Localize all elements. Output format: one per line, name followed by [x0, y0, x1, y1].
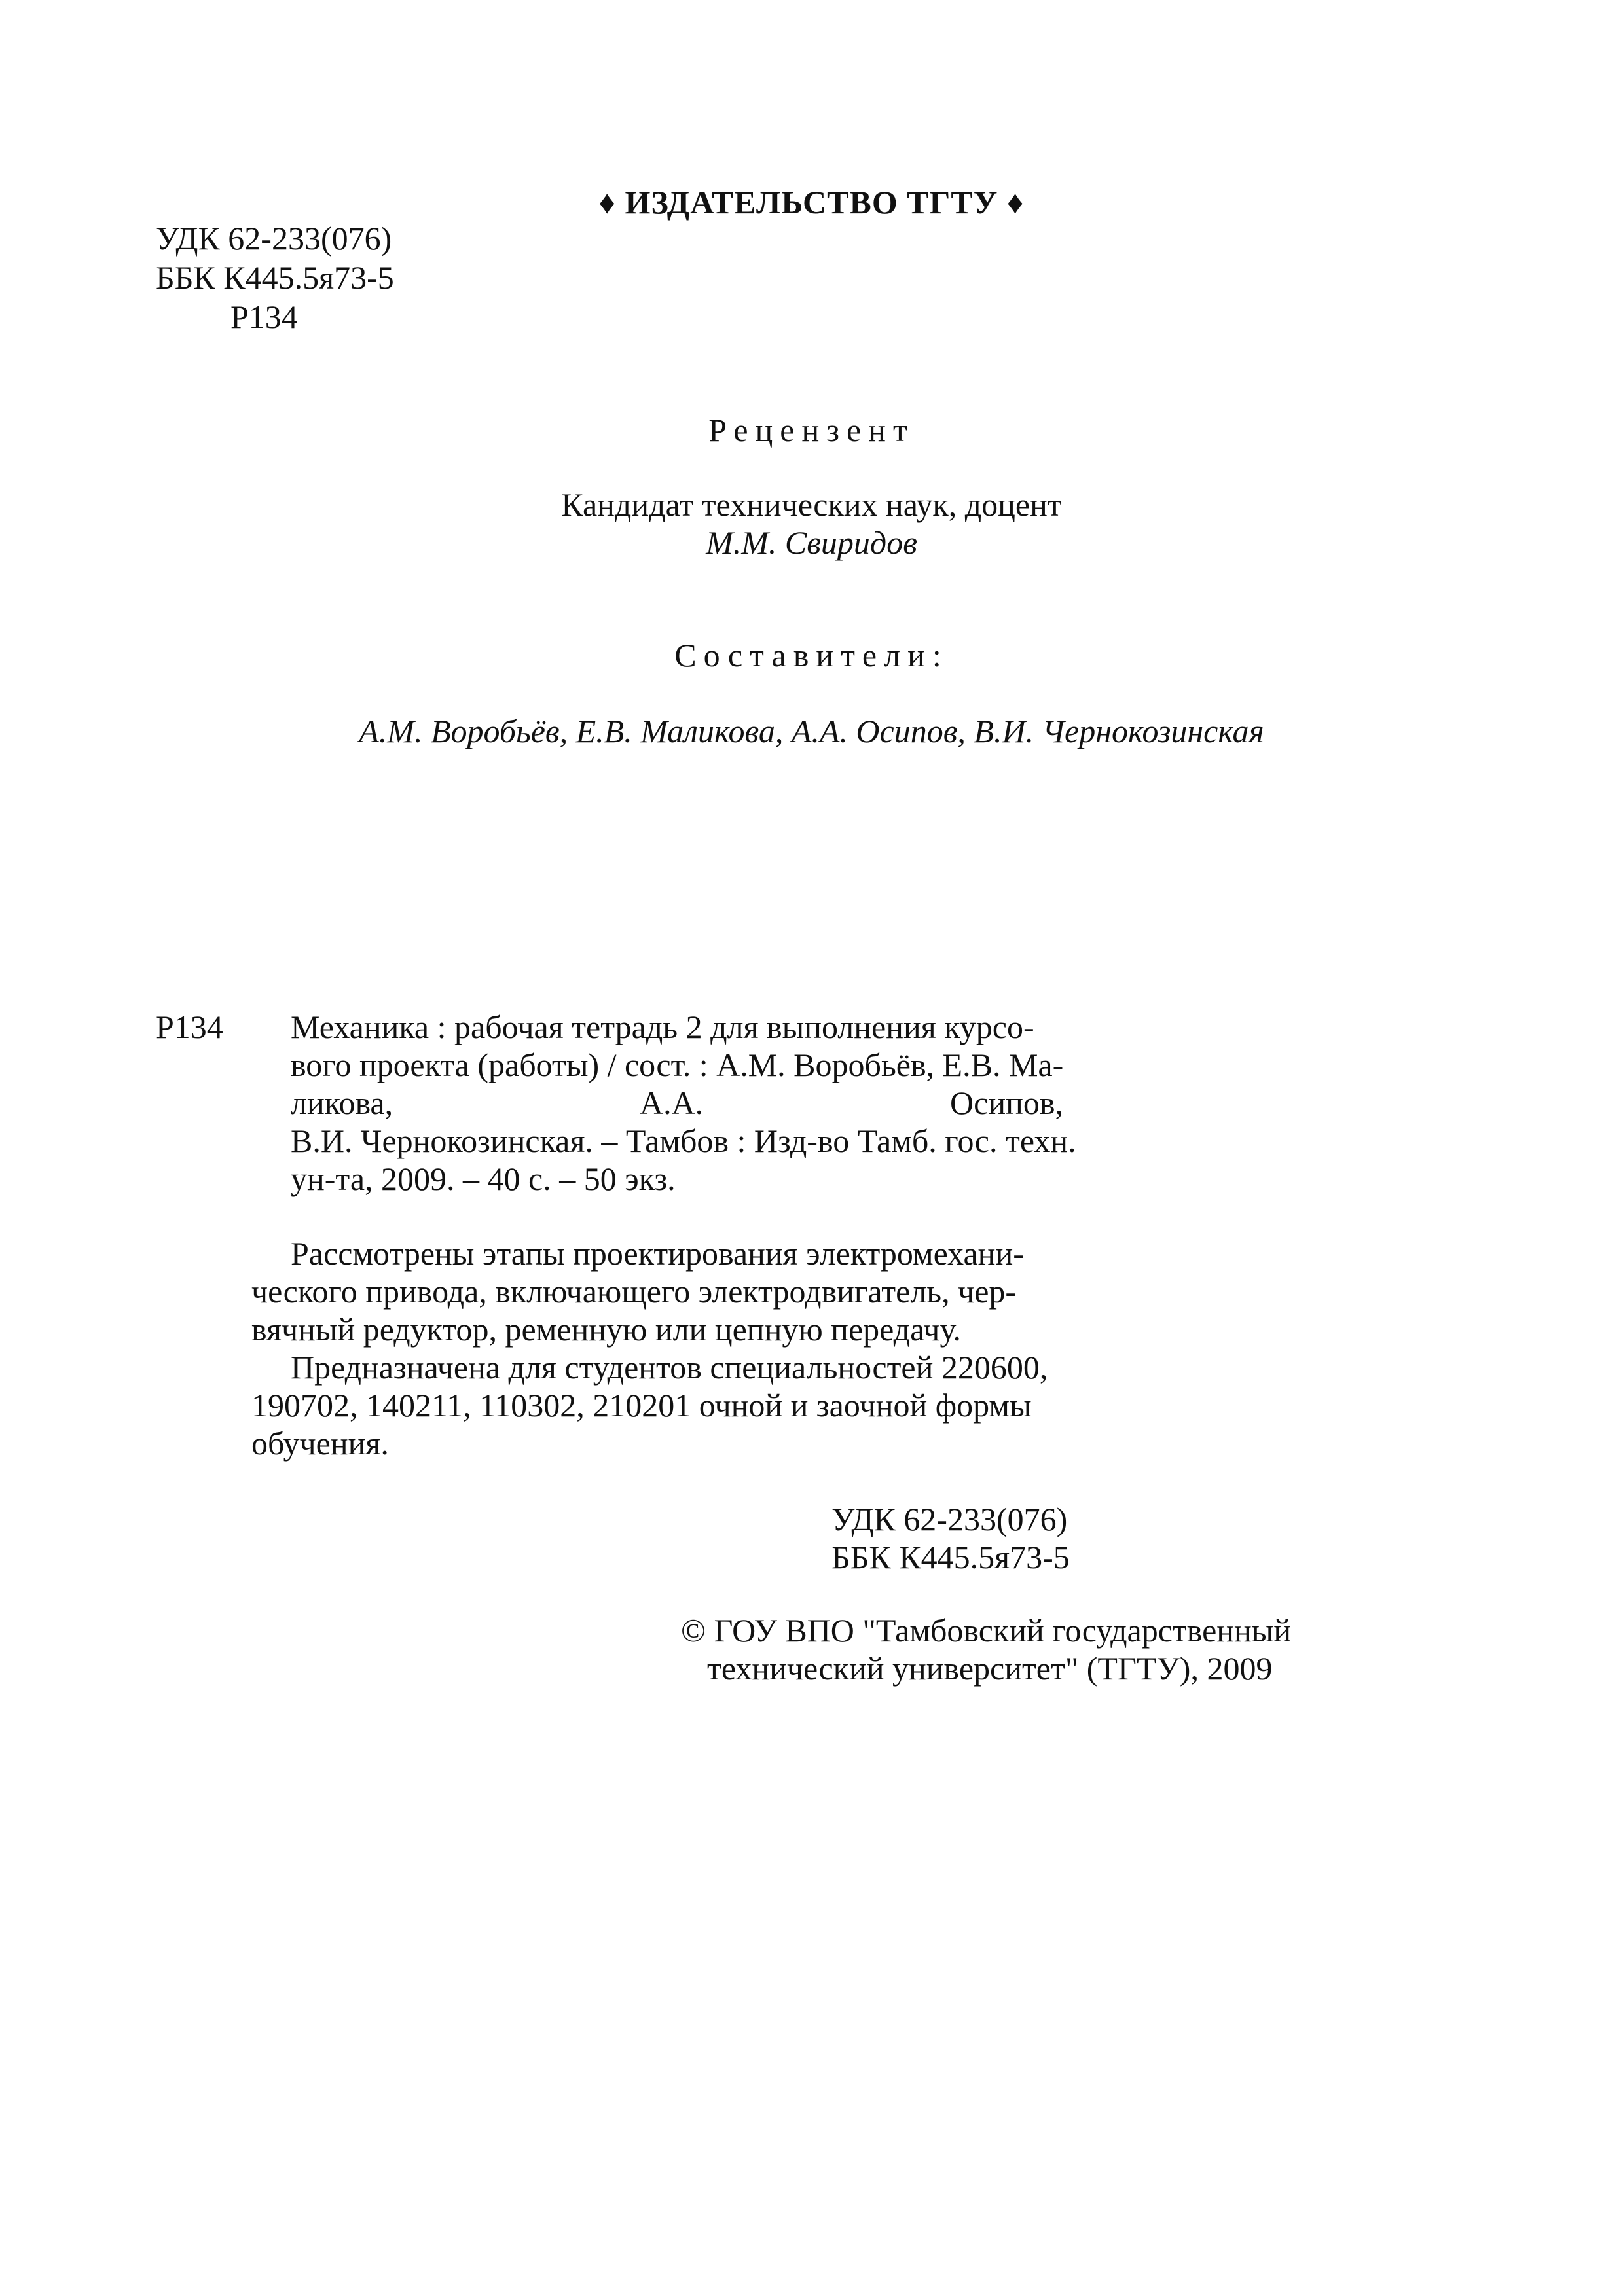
reviewer-name: М.М. Свиридов — [706, 524, 917, 561]
compilers-names: А.М. Воробьёв, Е.В. Маликова, А.А. Осипов, В.И. Чернокозинская — [359, 713, 1264, 749]
record-author-code: Р134 — [156, 1009, 223, 1045]
abstract — [251, 1234, 1063, 1462]
abstract-line: вячный редуктор, ременную или цепную передачу. — [251, 1311, 961, 1348]
bbk-code-bottom: ББК К445.5я73-5 — [831, 1539, 1070, 1575]
abstract-line: ческого привода, включающего электродвигатель, чер- — [251, 1273, 1017, 1310]
copyright-line-2: технический университет" (ТГТУ), 2009 — [707, 1650, 1273, 1687]
bib-line: В.И. Чернокозинская. – Тамбов : Изд-во Тамб. гос. техн. — [291, 1122, 1076, 1159]
compilers-heading: Составители: — [674, 637, 949, 673]
reviewer-title: Кандидат технических наук, доцент — [561, 486, 1062, 523]
udk-code-bottom: УДК 62-233(076) — [831, 1501, 1068, 1537]
abstract-line: 190702, 140211, 110302, 210201 очной и заочной формы — [251, 1387, 1032, 1424]
bib-line: ликова, А.А. Осипов, — [291, 1085, 1063, 1121]
bib-line: вого проекта (работы) / сост. : А.М. Воробьёв, Е.В. Ма- — [291, 1047, 1064, 1083]
bib-line: Механика : рабочая тетрадь 2 для выполнения курсо- — [291, 1009, 1034, 1045]
bbk-code: ББК К445.5я73-5 — [156, 259, 394, 296]
bibliographic-record — [291, 1008, 1076, 1198]
bib-line: ун-та, 2009. – 40 с. – 50 экз. — [291, 1160, 676, 1197]
author-code: Р134 — [230, 298, 298, 335]
abstract-line: обучения. — [251, 1425, 389, 1462]
copyright-line-1: © ГОУ ВПО "Тамбовский государственный — [681, 1612, 1292, 1649]
udk-code: УДК 62-233(076) — [156, 220, 392, 257]
reviewer-heading: Рецензент — [708, 412, 915, 448]
abstract-line: Предназначена для студентов специальностей 220600, — [291, 1349, 1048, 1386]
abstract-line: Рассмотрены этапы проектирования электромехани- — [291, 1235, 1024, 1272]
publisher-header: ♦ ИЗДАТЕЛЬСТВО ТГТУ ♦ — [598, 184, 1025, 221]
